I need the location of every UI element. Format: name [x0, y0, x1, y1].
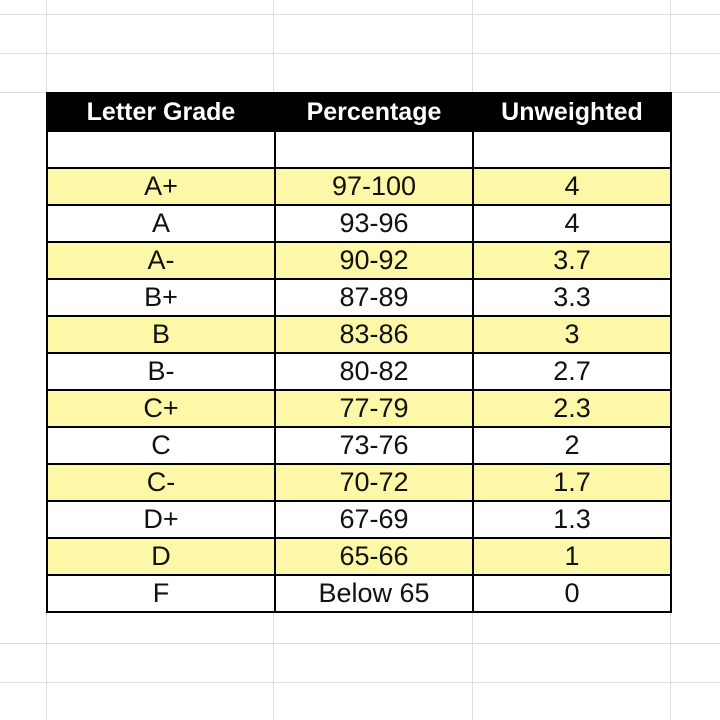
grade-cell[interactable]: B- [47, 353, 275, 390]
grade-cell[interactable]: C- [47, 464, 275, 501]
percentage-cell[interactable]: 70-72 [275, 464, 473, 501]
grade-cell[interactable]: C+ [47, 390, 275, 427]
table-row [47, 205, 671, 242]
percentage-cell[interactable]: 83-86 [275, 316, 473, 353]
unweighted-cell[interactable]: 3.7 [473, 242, 671, 279]
table-row [47, 390, 671, 427]
table-row [47, 168, 671, 205]
percentage-cell[interactable]: Below 65 [275, 575, 473, 612]
unweighted-cell[interactable]: 1.3 [473, 501, 671, 538]
percentage-cell[interactable]: 67-69 [275, 501, 473, 538]
percentage-cell[interactable]: 77-79 [275, 390, 473, 427]
unweighted-cell[interactable]: 3.3 [473, 279, 671, 316]
table-row [47, 538, 671, 575]
table-row [47, 242, 671, 279]
percentage-cell[interactable]: 93-96 [275, 205, 473, 242]
unweighted-cell[interactable]: 3 [473, 316, 671, 353]
unweighted-cell[interactable]: 2 [473, 427, 671, 464]
unweighted-cell[interactable]: 1.7 [473, 464, 671, 501]
percentage-cell[interactable]: 87-89 [275, 279, 473, 316]
grade-cell[interactable]: B+ [47, 279, 275, 316]
unweighted-cell[interactable]: 1 [473, 538, 671, 575]
table-row [47, 316, 671, 353]
grade-cell[interactable]: D+ [47, 501, 275, 538]
grade-conversion-table [46, 92, 672, 613]
table-row [47, 353, 671, 390]
grade-cell[interactable]: A+ [47, 168, 275, 205]
header-letter-grade[interactable]: Letter Grade [47, 93, 275, 131]
table-row [47, 464, 671, 501]
header-unweighted[interactable]: Unweighted [473, 93, 671, 131]
percentage-cell[interactable]: 90-92 [275, 242, 473, 279]
table-row [47, 427, 671, 464]
grade-cell[interactable]: D [47, 538, 275, 575]
unweighted-cell[interactable]: 2.3 [473, 390, 671, 427]
grade-cell[interactable]: B [47, 316, 275, 353]
empty-cell[interactable] [275, 131, 473, 168]
table-row [47, 501, 671, 538]
empty-cell[interactable] [473, 131, 671, 168]
table-row [47, 575, 671, 612]
grade-cell[interactable]: C [47, 427, 275, 464]
grade-cell[interactable]: A- [47, 242, 275, 279]
table-row [47, 279, 671, 316]
header-row [47, 93, 671, 131]
percentage-cell[interactable]: 97-100 [275, 168, 473, 205]
unweighted-cell[interactable]: 2.7 [473, 353, 671, 390]
unweighted-cell[interactable]: 0 [473, 575, 671, 612]
empty-row [47, 131, 671, 168]
percentage-cell[interactable]: 65-66 [275, 538, 473, 575]
unweighted-cell[interactable]: 4 [473, 168, 671, 205]
unweighted-cell[interactable]: 4 [473, 205, 671, 242]
header-percentage[interactable]: Percentage [275, 93, 473, 131]
empty-cell[interactable] [47, 131, 275, 168]
grade-cell[interactable]: A [47, 205, 275, 242]
percentage-cell[interactable]: 73-76 [275, 427, 473, 464]
percentage-cell[interactable]: 80-82 [275, 353, 473, 390]
grade-cell[interactable]: F [47, 575, 275, 612]
